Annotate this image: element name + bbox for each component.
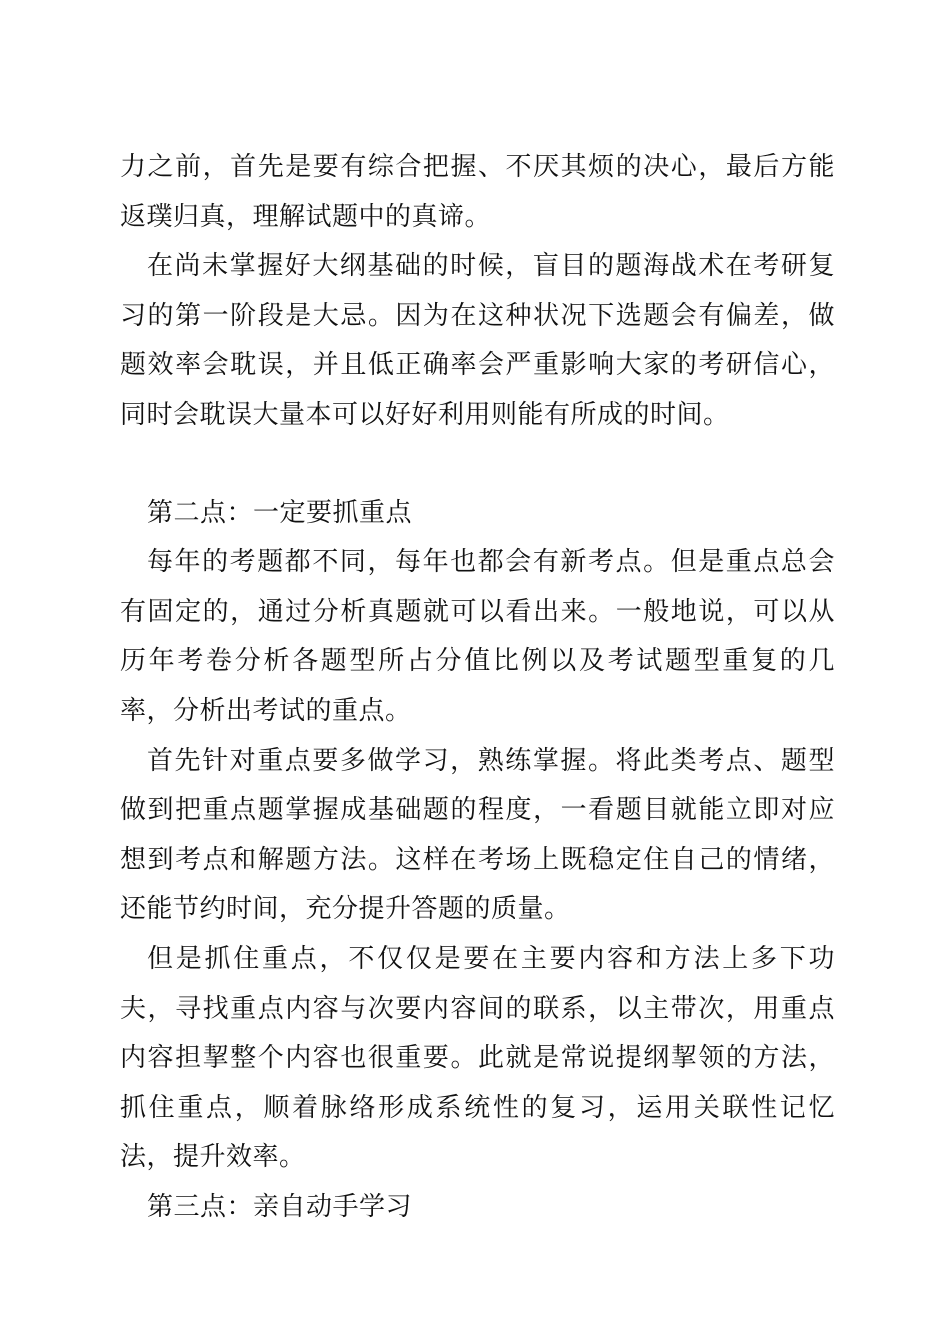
paragraph-practice-focus: 首先针对重点要多做学习，熟练掌握。将此类考点、题型做到把重点题掌握成基础题的程度，一看题目就能立即对应想到考点和解题方法。这样在考场上既稳定住自己的情绪，还能节约时间，充分提升答题的质量。 — [120, 745, 835, 925]
section-heading-point-three: 第三点：亲自动手学习 — [147, 1191, 413, 1222]
paragraph-gap — [120, 441, 835, 489]
paragraph-key-points: 每年的考题都不同，每年也都会有新考点。但是重点总会有固定的，通过分析真题就可以看出来。一般地说，可以从历年考卷分析各题型所占分值比例以及考试题型重复的几率，分析出考试的重点。 — [120, 547, 835, 726]
paragraph-exam-strategy: 在尚未掌握好大纲基础的时候，盲目的题海战术在考研复习的第一阶段是大忌。因为在这种状况下选题会有偏差，做题效率会耽误，并且低正确率会严重影响大家的考研信心，同时会耽误大量本可以好好利用则能有所成的时间。 — [120, 251, 835, 430]
paragraph-grasp-essentials: 但是抓住重点，不仅仅是要在主要内容和方法上多下功夫，寻找重点内容与次要内容间的联系，以主带次，用重点内容担挈整个内容也很重要。此就是常说提纲挈领的方法，抓住重点，顺着脉络形成系统性的复习，运用关联性记忆法，提升效率。 — [120, 943, 835, 1173]
paragraph-continuation: 力之前，首先是要有综合把握、不厌其烦的决心，最后方能返璞归真，理解试题中的真谛。 — [120, 152, 835, 232]
section-heading-point-two: 第二点：一定要抓重点 — [147, 497, 413, 528]
document-body — [120, 143, 835, 1232]
